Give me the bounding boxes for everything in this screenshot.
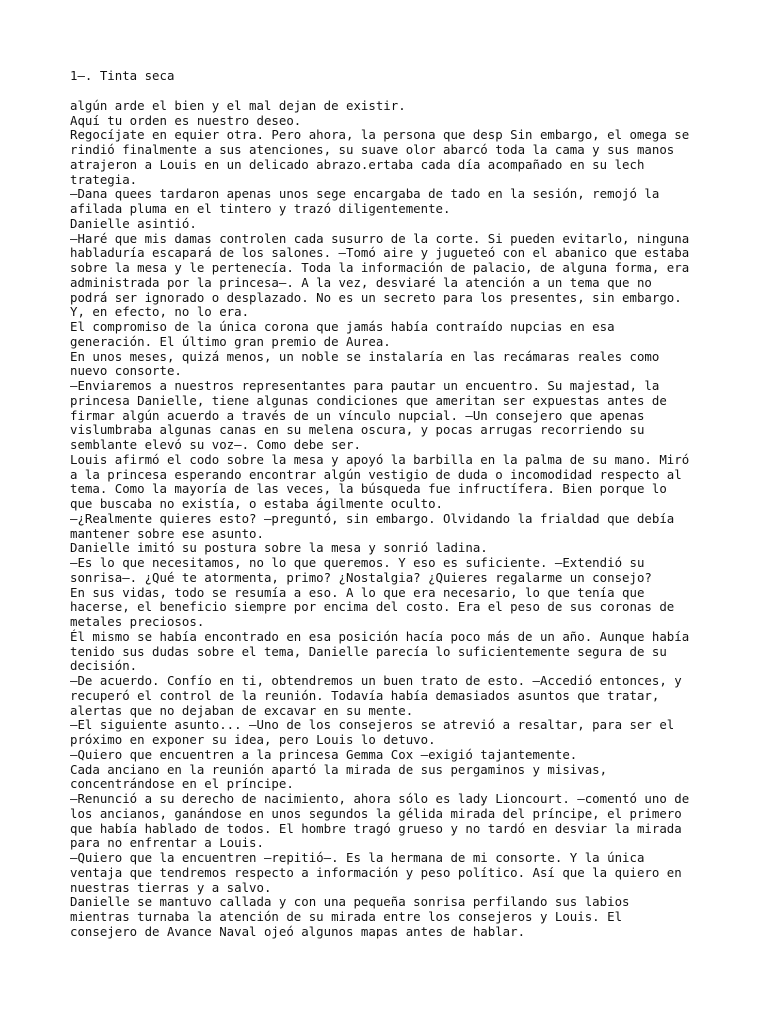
text-line: decisión. <box>70 658 138 674</box>
text-line: generación. El último gran premio de Aurea. <box>70 333 391 349</box>
text-line: atrajeron a Louis en un delicado abrazo.ertaba cada día acompañado en su lech <box>70 156 645 172</box>
text-line: hacerse, el beneficio siempre por encima del costo. Era el peso de sus coronas de <box>70 599 675 615</box>
text-line: vislumbraba algunas canas en su melena oscura, y pocas arrugas recorriendo su <box>70 422 645 438</box>
text-line: consejero de Avance Naval ojeó algunos mapas antes de hablar. <box>70 923 526 939</box>
text-line: a la princesa esperando encontrar algún vestigio de duda o incomodidad respecto al <box>70 466 682 482</box>
text-line: podrá ser ignorado o desplazado. No es un secreto para los presentes, sin embargo. <box>70 289 682 305</box>
text-line: Danielle asintió. <box>70 215 197 231</box>
text-line: concentrándose en el príncipe. <box>70 776 294 792</box>
text-line: para no enfrentar a Louis. <box>70 835 264 851</box>
text-line: —Quiero que la encuentren —repitió—. Es la hermana de mi consorte. Y la única <box>70 850 645 865</box>
text-line: recuperó el control de la reunión. Todavía había demasiados asuntos que tratar, <box>70 687 660 703</box>
text-line: ventaja que tendremos respecto a información y peso político. Así que la quiero en <box>70 864 682 880</box>
text-line: —De acuerdo. Confío en ti, obtendremos un buen trato de esto. —Accedió entonces, y <box>70 673 682 688</box>
text-line: mantener sobre ese asunto. <box>70 525 264 541</box>
text-line: Danielle imitó su postura sobre la mesa y sonrió ladina. <box>70 540 488 556</box>
text-line: tenido sus dudas sobre el tema, Danielle parecía lo suficientemente segura de su <box>70 643 667 659</box>
text-line: algún arde el bien y el mal dejan de existir. <box>70 97 406 113</box>
text-line: administrada por la princesa—. A la vez, desviaré la atención a un tema que no <box>70 274 652 290</box>
text-line: En sus vidas, todo se resumía a eso. A lo que era necesario, lo que tenía que <box>70 584 645 600</box>
text-line: Louis afirmó el codo sobre la mesa y apoyó la barbilla en la palma de su mano. Miró <box>70 451 690 467</box>
text-line: En unos meses, quizá menos, un noble se instalaría en las recámaras reales como <box>70 348 660 364</box>
text-line: —Es lo que necesitamos, no lo que queremos. Y eso es suficiente. —Extendió su <box>70 555 645 570</box>
text-line: Danielle se mantuvo callada y con una pequeña sonrisa perfilando sus labios <box>70 894 630 910</box>
text-line: —Haré que mis damas controlen cada susurro de la corte. Si pueden evitarlo, ninguna <box>70 230 690 246</box>
text-line: —Enviaremos a nuestros representantes para pautar un encuentro. Su majestad, la <box>70 378 660 393</box>
text-line: metales preciosos. <box>70 614 205 629</box>
text-line: Y, en efecto, no lo era. <box>70 304 250 320</box>
text-line: semblante elevó su voz—. Como debe ser. <box>70 437 361 452</box>
text-line: que buscaba no existía, o estaba ágilmente oculto. <box>70 496 443 511</box>
text-line: —Quiero que encuentren a la princesa Gemma Cox —exigió tajantemente. <box>70 746 578 762</box>
chapter-title: 1—. Tinta seca <box>70 68 175 83</box>
text-line: los ancianos, ganándose en unos segundos la gélida mirada del príncipe, el primero <box>70 805 682 821</box>
text-line: nuestras tierras y a salvo. <box>70 879 272 895</box>
text-line: —El siguiente asunto... —Uno de los consejeros se atrevió a resaltar, para ser el <box>70 717 675 733</box>
text-line: rindió finalmente a sus atenciones, su suave olor abarcó toda la cama y sus manos <box>70 142 675 157</box>
text-line: princesa Danielle, tiene algunas condiciones que ameritan ser expuestas antes de <box>70 392 667 408</box>
text-line: nuevo consorte. <box>70 363 182 379</box>
text-line: El compromiso de la única corona que jamás había contraído nupcias en esa <box>70 319 615 334</box>
text-line: sonrisa—. ¿Qué te atormenta, primo? ¿Nostalgia? ¿Quieres regalarme un consejo? <box>70 569 652 585</box>
text-line: Regocíjate en equier otra. Pero ahora, la persona que desp Sin embargo, el omega se <box>70 127 690 143</box>
text-line: tema. Como la mayoría de las veces, la búsqueda fue infructífera. Bien porque lo <box>70 481 667 497</box>
text-line: firmar algún acuerdo a través de un vínculo nupcial. —Un consejero que apenas <box>70 407 645 423</box>
text-line: alertas que no dejaban de excavar en su mente. <box>70 702 414 718</box>
text-line: Cada anciano en la reunión apartó la mirada de sus pergaminos y misivas, <box>70 761 608 777</box>
text-line: —Dana quees tardaron apenas unos sege encargaba de tado en la sesión, remojó la <box>70 186 660 202</box>
text-line: próximo en exponer su idea, pero Louis lo detuvo. <box>70 732 436 747</box>
text-line: sobre la mesa y le pertenecía. Toda la información de palacio, de alguna forma, era <box>70 260 690 275</box>
text-line: habladuría escapará de los salones. —Tomó aire y jugueteó con el abanico que estaba <box>70 245 690 261</box>
text-line: que había hablado de todos. El hombre tragó grueso y no tardó en desviar la mirada <box>70 820 682 836</box>
text-line: trategia. <box>70 171 138 187</box>
text-line: Aquí tu orden es nuestro deseo. <box>70 112 302 128</box>
document-body <box>70 99 708 940</box>
text-line: —Renunció a su derecho de nacimiento, ahora sólo es lady Lioncourt. —comentó uno de <box>70 791 690 806</box>
text-line: Él mismo se había encontrado en esa posición hacía poco más de un año. Aunque había <box>70 628 690 644</box>
text-line: —¿Realmente quieres esto? —preguntó, sin embargo. Olvidando la frialdad que debía <box>70 510 675 526</box>
text-line: mientras turnaba la atención de su mirada entre los consejeros y Louis. El <box>70 909 623 924</box>
text-line: afilada pluma en el tintero y trazó diligentemente. <box>70 201 451 216</box>
